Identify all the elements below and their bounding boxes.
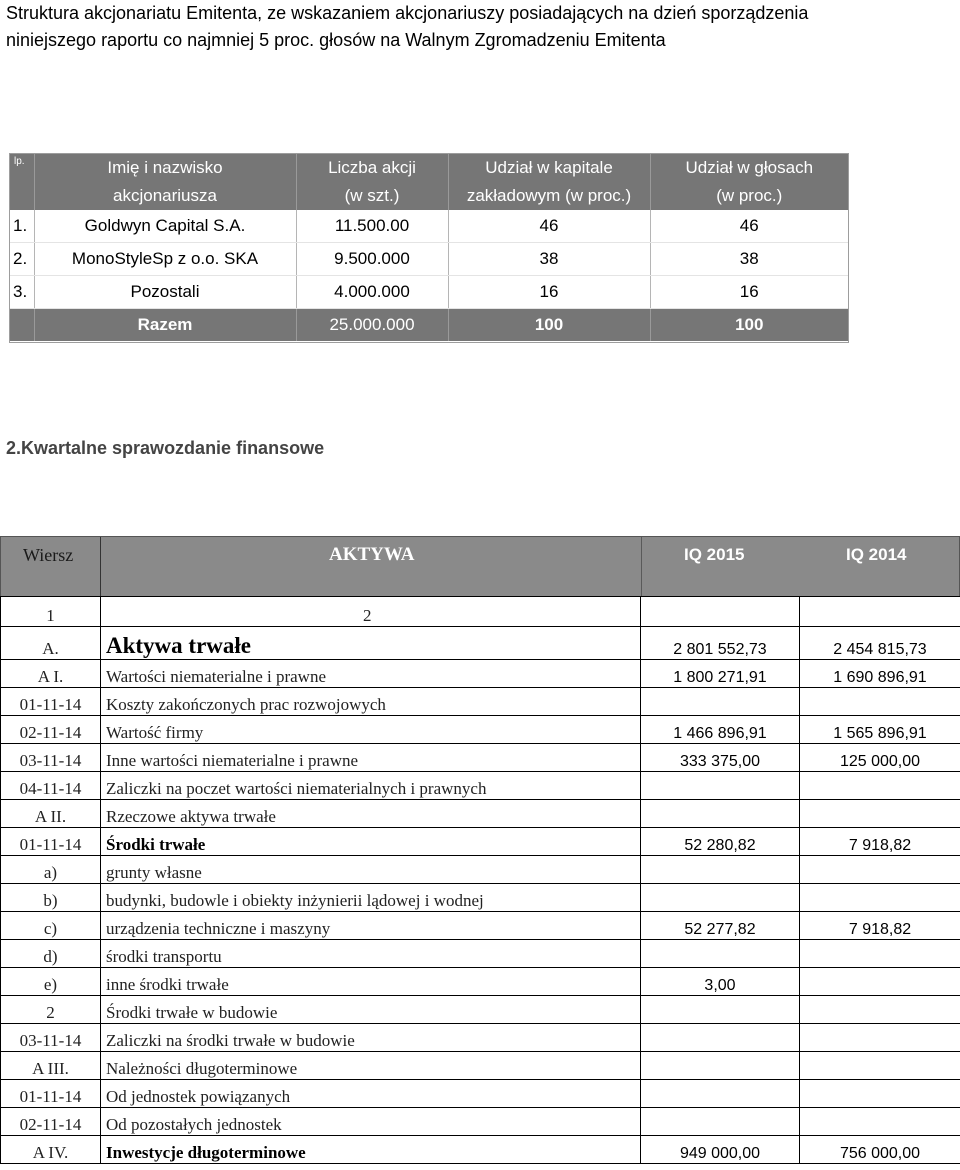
row-iq-2015: 52 280,82 [641,828,800,856]
column-number-row [1,597,960,627]
header-assets: AKTYWA [329,544,415,565]
row-code: b) [1,884,101,912]
row-iq-2015: 52 277,82 [641,912,800,940]
header-iq-2015: IQ 2015 [684,545,745,564]
row-name: Należności długoterminowe [101,1052,641,1080]
table-row [1,1136,960,1164]
row-iq-2014 [800,996,960,1024]
table-row [1,884,960,912]
row-iq-2015 [641,996,800,1024]
shareholder-header-row-2 [10,182,848,210]
row-name: grunty własne [101,856,641,884]
row-code: 2 [1,996,101,1024]
cell-lp: 1. [10,210,34,243]
section-title: 2.Kwartalne sprawozdanie finansowe [6,438,325,458]
cell-votes: 46 [650,210,848,243]
row-iq-2014 [800,1052,960,1080]
row-name: Wartości niematerialne i prawne [101,660,641,688]
row-name: Środki trwałe w budowie [101,996,641,1024]
table-row [1,800,960,828]
row-code: A IV. [1,1136,101,1164]
total-lp-cell [10,309,34,342]
row-code: 01-11-14 [1,1080,101,1108]
row-code: A. [1,627,101,660]
row-iq-2015 [641,940,800,968]
row-iq-2014 [800,884,960,912]
table-row [10,210,848,243]
header-divider [100,537,101,596]
cell-lp: 2. [10,243,34,276]
column-number-empty [800,597,960,627]
row-iq-2015 [641,688,800,716]
row-iq-2014 [800,940,960,968]
row-iq-2014: 125 000,00 [800,744,960,772]
row-name: Rzeczowe aktywa trwałe [101,800,641,828]
row-name: Środki trwałe [101,828,641,856]
table-row [1,660,960,688]
total-votes: 100 [650,309,848,342]
table-row [1,744,960,772]
row-name: Inwestycje długoterminowe [101,1136,641,1164]
cell-lp: 3. [10,276,34,309]
row-name: Od pozostałych jednostek [101,1108,641,1136]
column-number-empty [641,597,800,627]
cell-shares: 11.500.00 [296,210,448,243]
table-row [1,996,960,1024]
row-iq-2014 [800,1108,960,1136]
cell-votes: 38 [650,243,848,276]
row-code: 03-11-14 [1,1024,101,1052]
header-capital-2: zakładowym (w proc.) [448,182,650,210]
intro-text [6,0,906,54]
header-shares: Liczba akcji [296,154,448,182]
row-iq-2015: 2 801 552,73 [641,627,800,660]
row-code: 01-11-14 [1,828,101,856]
row-name: inne środki trwałe [101,968,641,996]
cell-votes: 16 [650,276,848,309]
table-row [1,1108,960,1136]
row-name: Od jednostek powiązanych [101,1080,641,1108]
table-row [1,1052,960,1080]
row-iq-2014: 1 690 896,91 [800,660,960,688]
row-iq-2014: 2 454 815,73 [800,627,960,660]
row-code: 02-11-14 [1,716,101,744]
table-row [1,627,960,660]
row-name: Aktywa trwałe [101,627,641,660]
intro-line-1: Struktura akcjonariatu Emitenta, ze wskazaniem akcjonariuszy posiadających na dzień sporządzenia [6,3,809,23]
row-code: A II. [1,800,101,828]
balance-header [0,536,960,597]
row-code: A III. [1,1052,101,1080]
cell-capital: 46 [448,210,650,243]
row-iq-2014 [800,968,960,996]
row-code: 01-11-14 [1,688,101,716]
cell-shares: 9.500.000 [296,243,448,276]
row-iq-2015 [641,856,800,884]
table-row [1,828,960,856]
row-code: a) [1,856,101,884]
row-iq-2015 [641,1024,800,1052]
row-code: e) [1,968,101,996]
row-iq-2014 [800,1024,960,1052]
row-name: Koszty zakończonych prac rozwojowych [101,688,641,716]
row-iq-2015: 3,00 [641,968,800,996]
table-row [1,912,960,940]
cell-capital: 16 [448,276,650,309]
table-row [10,243,848,276]
header-name-2: akcjonariusza [34,182,296,210]
row-name: budynki, budowle i obiekty inżynierii lądowej i wodnej [101,884,641,912]
table-row [1,688,960,716]
table-row [10,276,848,309]
table-row [1,1024,960,1052]
row-iq-2014 [800,1080,960,1108]
row-name: urządzenia techniczne i maszyny [101,912,641,940]
shareholder-header-row-1 [10,154,848,182]
row-code: c) [1,912,101,940]
table-row [1,716,960,744]
total-row [10,309,848,342]
row-iq-2015 [641,1108,800,1136]
cell-name: Goldwyn Capital S.A. [34,210,296,243]
row-name: środki transportu [101,940,641,968]
row-iq-2015 [641,884,800,912]
total-shares: 25.000.000 [296,309,448,342]
header-votes-2: (w proc.) [650,182,848,210]
row-iq-2015: 1 466 896,91 [641,716,800,744]
header-shares-2: (w szt.) [296,182,448,210]
cell-capital: 38 [448,243,650,276]
row-iq-2015 [641,1080,800,1108]
row-iq-2014 [800,772,960,800]
cell-shares: 4.000.000 [296,276,448,309]
balance-table [0,596,960,1164]
row-iq-2014: 7 918,82 [800,828,960,856]
header-votes: Udział w głosach [650,154,848,182]
total-label: Razem [34,309,296,342]
table-row [1,940,960,968]
table-row [1,968,960,996]
row-code: d) [1,940,101,968]
row-iq-2014 [800,688,960,716]
header-name: Imię i nazwisko [34,154,296,182]
row-iq-2015 [641,1052,800,1080]
row-iq-2014: 1 565 896,91 [800,716,960,744]
cell-name: Pozostali [34,276,296,309]
row-code: 03-11-14 [1,744,101,772]
header-divider [641,537,642,596]
shareholder-table [10,154,848,341]
column-number-1: 1 [1,597,101,627]
row-iq-2015: 1 800 271,91 [641,660,800,688]
row-code: 02-11-14 [1,1108,101,1136]
intro-line-2: niniejszego raportu co najmniej 5 proc. głosów na Walnym Zgromadzeniu Emitenta [6,30,666,50]
header-lp: lp. [10,154,34,210]
row-code: 04-11-14 [1,772,101,800]
row-name: Wartość firmy [101,716,641,744]
table-row [1,772,960,800]
row-code: A I. [1,660,101,688]
row-iq-2015: 333 375,00 [641,744,800,772]
header-iq-2014: IQ 2014 [846,545,907,564]
column-number-2: 2 [101,597,641,627]
row-iq-2014 [800,856,960,884]
row-iq-2015 [641,800,800,828]
header-capital: Udział w kapitale [448,154,650,182]
table-row [1,1080,960,1108]
row-name: Zaliczki na poczet wartości niematerialnych i prawnych [101,772,641,800]
row-iq-2014: 756 000,00 [800,1136,960,1164]
row-name: Zaliczki na środki trwałe w budowie [101,1024,641,1052]
cell-name: MonoStyleSp z o.o. SKA [34,243,296,276]
total-capital: 100 [448,309,650,342]
header-row-label: Wiersz [23,545,74,565]
row-iq-2015: 949 000,00 [641,1136,800,1164]
row-iq-2014: 7 918,82 [800,912,960,940]
row-name: Inne wartości niematerialne i prawne [101,744,641,772]
row-iq-2014 [800,800,960,828]
table-row [1,856,960,884]
row-iq-2015 [641,772,800,800]
